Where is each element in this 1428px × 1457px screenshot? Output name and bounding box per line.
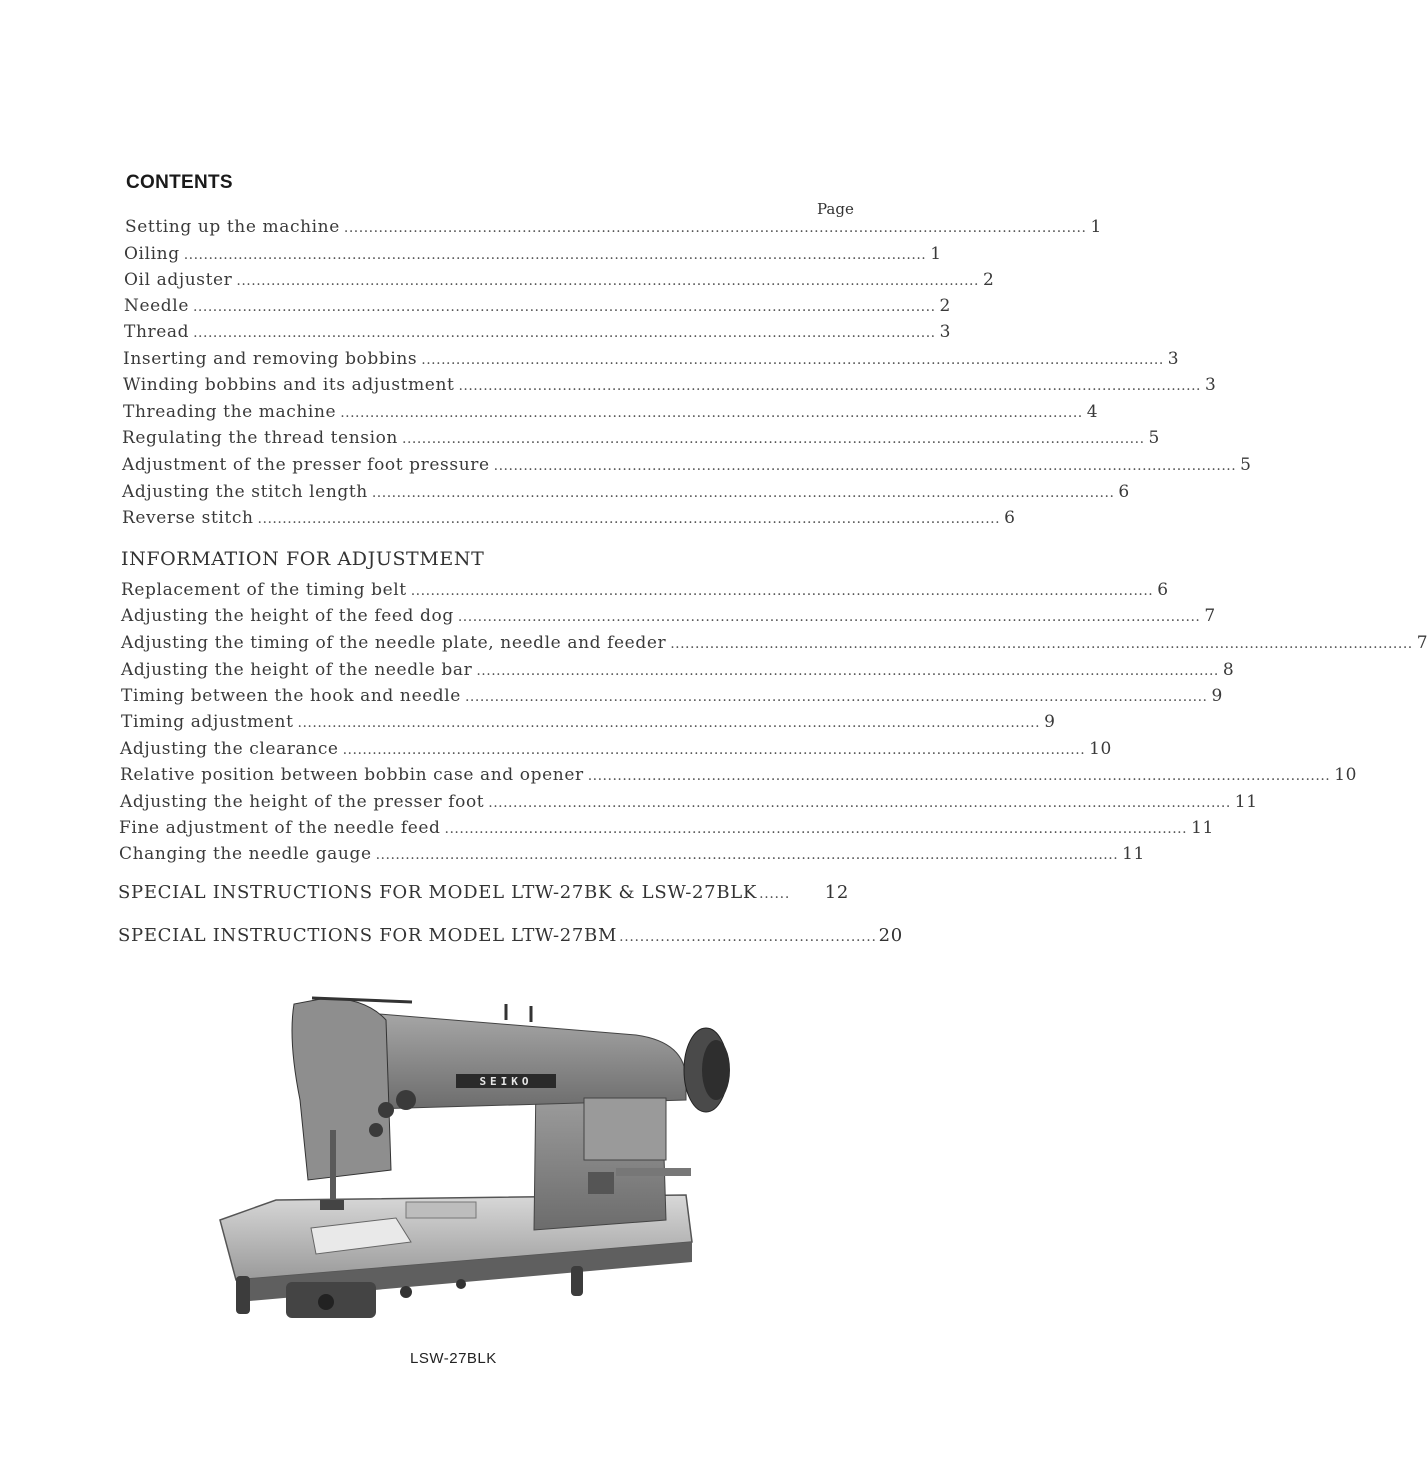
toc-entry-page: 11 [1234,792,1258,812]
toc-entry-label: Adjusting the height of the needle bar [121,660,473,680]
toc-entry-label: Adjusting the height of the presser foot [120,792,485,812]
toc-entry-label: Changing the needle gauge [119,844,372,864]
leader-dots: ...................................................................................................................................................... [257,511,1001,527]
toc-entry-label: Adjustment of the presser foot pressure [122,455,490,475]
toc-entry-page: 6 [1118,482,1130,502]
sewing-machine-illustration [216,980,752,1328]
toc-entry[interactable] [120,764,1358,787]
toc-entry[interactable] [121,711,1056,734]
toc-entry-page: 1 [1090,217,1102,237]
adjustment-heading: INFORMATION FOR ADJUSTMENT [121,548,485,570]
toc-entry[interactable] [121,605,1216,628]
toc-entry-label: Thread [124,322,190,342]
page-column-label: Page [817,200,854,218]
toc-entry-page: 6 [1157,580,1169,600]
leader-dots: ...................................................................................................................................................... [340,405,1083,421]
special-page: 12 [824,882,849,903]
special-label: SPECIAL INSTRUCTIONS FOR MODEL LTW-27BK & LSW-27BLK [118,882,758,903]
toc-entry-page: 9 [1044,712,1056,732]
toc-entry-label: Setting up the machine [125,217,340,237]
leader-dots: ...................................................................................................................................................... [371,485,1115,501]
leader-dots: ...................................................................................................................................................... [297,715,1041,731]
leader-dots: ...... [759,886,790,902]
toc-entry[interactable] [122,481,1130,504]
leader-dots: ...................................................................................................................................................... [193,325,936,341]
leader-dots: .................................................. [619,929,877,945]
figure-caption: LSW-27BLK [410,1350,497,1367]
toc-entry[interactable] [121,685,1223,708]
toc-entry-page: 11 [1122,844,1145,864]
toc-entry-page: 11 [1191,818,1214,838]
toc-entry[interactable] [122,454,1252,477]
toc-entry[interactable] [119,817,1214,840]
leader-dots: ...................................................................................................................................................... [236,273,979,289]
toc-entry[interactable] [124,295,951,318]
toc-entry[interactable] [124,321,952,344]
brand-label: SEIKO [479,1075,533,1088]
toc-entry-page: 1 [930,244,942,264]
leader-dots: ...................................................................................................................................................... [457,609,1201,625]
toc-entry[interactable] [124,243,942,266]
toc-entry-label: Adjusting the timing of the needle plate, needle and feeder [121,633,667,653]
leader-dots: ...................................................................................................................................................... [410,583,1154,599]
leader-dots: ...................................................................................................................................................... [183,247,927,263]
toc-entry[interactable] [123,401,1099,424]
toc-entry-page: 2 [939,296,951,316]
leader-dots: ...................................................................................................................................................... [464,689,1208,705]
toc-entry-page: 3 [939,322,952,342]
toc-entry-page: 3 [1204,375,1217,395]
toc-entry-label: Winding bobbins and its adjustment [123,375,455,395]
toc-entry-page: 3 [1167,349,1180,369]
toc-entry[interactable] [120,738,1112,761]
toc-entry[interactable] [122,507,1016,530]
leader-dots: ...................................................................................................................................................... [488,795,1231,811]
toc-entry[interactable] [121,579,1169,602]
leader-dots: ...................................................................................................................................................... [402,431,1145,447]
toc-entry-page: 7 [1416,633,1428,653]
toc-entry-page: 9 [1211,686,1223,706]
toc-entry[interactable] [120,791,1258,814]
toc-entry[interactable] [123,348,1180,371]
special-page: 20 [878,925,903,946]
toc-entry-label: Relative position between bobbin case and opener [120,765,584,785]
toc-entry-label: Reverse stitch [122,508,254,528]
leader-dots: ...................................................................................................................................................... [342,742,1086,758]
leader-dots: ...................................................................................................................................................... [192,299,936,315]
toc-entry[interactable] [124,269,995,292]
leader-dots: ...................................................................................................................................................... [476,663,1219,679]
toc-entry-page: 2 [982,270,995,290]
toc-entry-label: Adjusting the clearance [120,739,339,759]
toc-entry-page: 10 [1089,739,1112,759]
leader-dots: ...................................................................................................................................................... [375,847,1119,863]
leader-dots: ...................................................................................................................................................... [458,378,1201,394]
toc-entry-page: 8 [1222,660,1235,680]
toc-entry-label: Adjusting the height of the feed dog [121,606,454,626]
special-instructions-entry[interactable] [118,882,849,903]
toc-entry-page: 10 [1334,765,1358,785]
toc-entry[interactable] [125,216,1102,239]
toc-entry-label: Needle [124,296,189,316]
leader-dots: ...................................................................................................................................................... [444,821,1188,837]
toc-entry-label: Regulating the thread tension [122,428,398,448]
toc-entry-label: Oiling [124,244,180,264]
toc-entry-label: Adjusting the stitch length [122,482,368,502]
toc-entry-page: 4 [1086,402,1099,422]
leader-dots: ...................................................................................................................................................... [343,220,1087,236]
toc-entry[interactable] [119,843,1145,866]
leader-dots: ...................................................................................................................................................... [493,458,1237,474]
toc-entry-page: 7 [1204,606,1216,626]
toc-entry-label: Replacement of the timing belt [121,580,407,600]
toc-entry[interactable] [123,374,1217,397]
special-instructions-entry[interactable] [118,925,903,946]
toc-entry-label: Fine adjustment of the needle feed [119,818,441,838]
toc-entry-label: Timing between the hook and needle [121,686,461,706]
leader-dots: ...................................................................................................................................................... [421,352,1164,368]
toc-entry-label: Oil adjuster [124,270,233,290]
toc-entry[interactable] [121,632,1428,655]
leader-dots: ...................................................................................................................................................... [587,768,1331,784]
contents-heading: CONTENTS [126,172,233,193]
toc-entry-label: Timing adjustment [121,712,294,732]
toc-entry-page: 5 [1240,455,1252,475]
toc-entry-page: 5 [1148,428,1160,448]
special-label: SPECIAL INSTRUCTIONS FOR MODEL LTW-27BM [118,925,618,946]
leader-dots: ...................................................................................................................................................... [670,636,1413,652]
toc-entry-page: 6 [1004,508,1016,528]
toc-entry[interactable] [122,427,1160,450]
toc-entry-label: Inserting and removing bobbins [123,349,418,369]
toc-entry-label: Threading the machine [123,402,337,422]
toc-entry[interactable] [121,659,1235,682]
